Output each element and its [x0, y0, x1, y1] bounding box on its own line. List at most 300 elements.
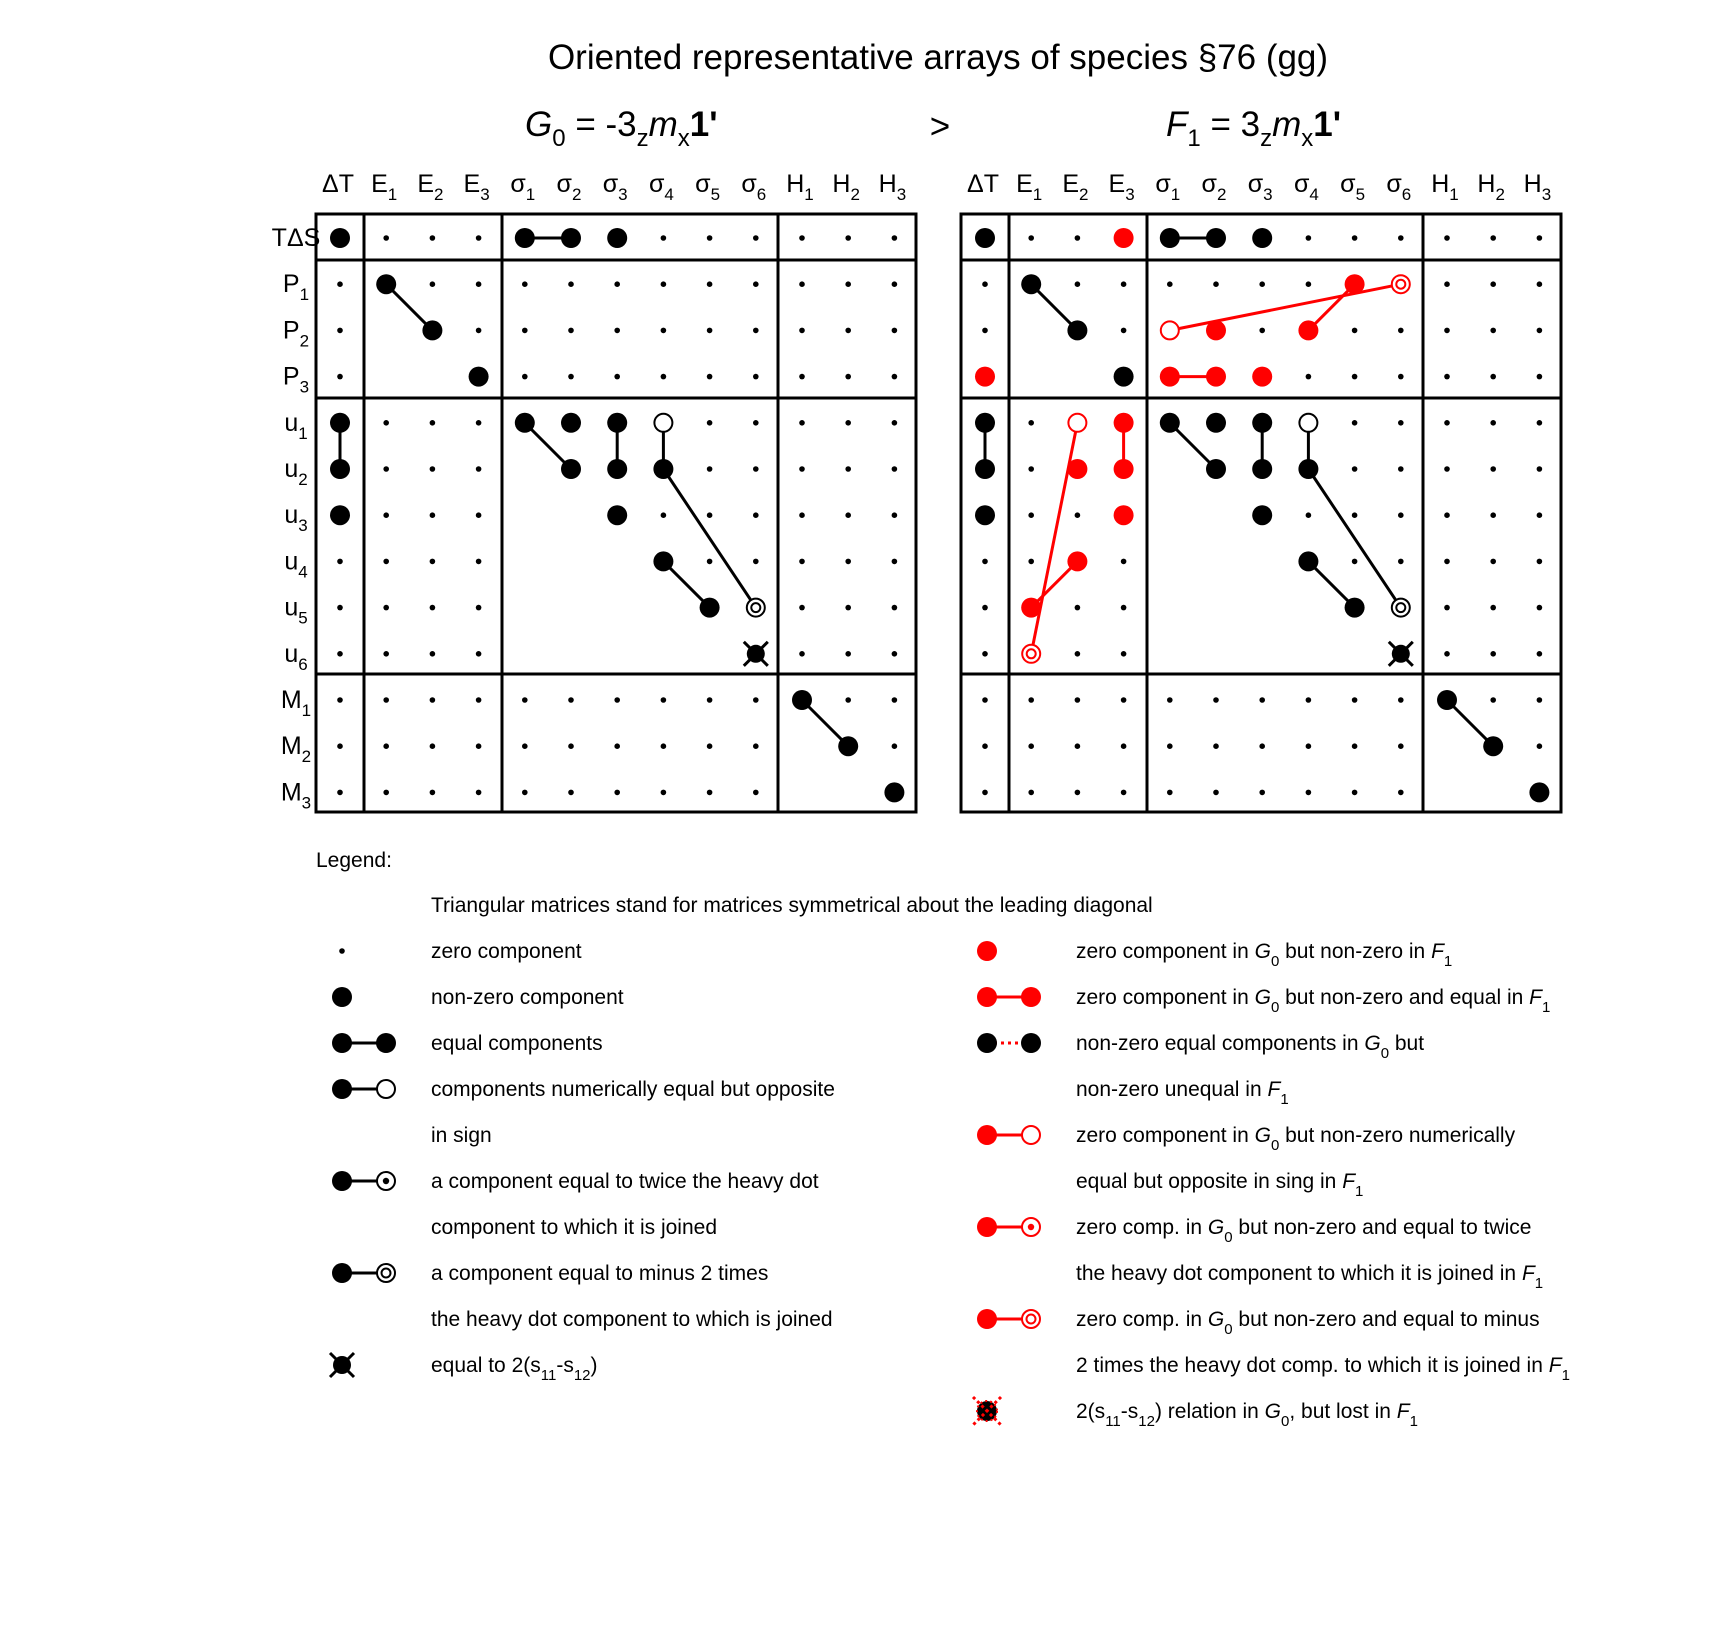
legend-open-dot: [377, 1080, 395, 1098]
zero-dot: [522, 374, 528, 380]
zero-dot: [892, 697, 898, 703]
left-formula-one: 1': [689, 105, 718, 144]
column-header-base: E: [1016, 170, 1033, 198]
zero-dot: [1398, 743, 1404, 749]
zero-dot: [892, 651, 898, 657]
zero-dot: [845, 697, 851, 703]
zero-dot: [1352, 512, 1358, 518]
zero-dot: [1537, 651, 1543, 657]
relation-sign: >: [929, 107, 951, 146]
zero-dot: [707, 697, 713, 703]
legend-text: non-zero component: [431, 986, 624, 1009]
heavy-dot: [975, 459, 995, 479]
zero-dot: [1121, 281, 1127, 287]
column-header: [832, 170, 860, 204]
red-heavy-dot: [1114, 228, 1134, 248]
zero-dot: [476, 559, 482, 565]
zero-dot: [707, 328, 713, 334]
row-header-base: P: [282, 316, 300, 345]
twice-pair-symbol: [332, 1171, 395, 1191]
column-header: [1248, 170, 1273, 204]
column-header: [1524, 170, 1552, 204]
heavy-dot: [469, 367, 489, 387]
zero-dot: [1306, 235, 1312, 241]
legend-heavy-dot: [332, 1171, 352, 1191]
zero-dot: [430, 466, 436, 472]
zero-dot: [614, 790, 620, 796]
zero-dot: [614, 281, 620, 287]
heavy-dot: [838, 736, 858, 756]
row-header: [281, 686, 311, 720]
zero-dot: [476, 605, 482, 611]
zero-dot: [1259, 281, 1265, 287]
heavy-dot: [1483, 736, 1503, 756]
legend-text-part: zero comp. in: [1076, 1308, 1208, 1331]
row-header-base: M: [280, 686, 302, 714]
row-header-base: M: [280, 778, 302, 807]
zero-dot: [568, 697, 574, 703]
column-header-base: ΔT: [967, 170, 999, 198]
heavy-dot: [884, 782, 904, 802]
legend-text-part: zero component in: [1076, 986, 1255, 1009]
column-header-base: σ: [1340, 170, 1356, 198]
zero-dot: [1537, 420, 1543, 426]
column-header: [1386, 170, 1411, 204]
zero-dot: [1352, 790, 1358, 796]
zero-dot: [1490, 374, 1496, 380]
zero-dot: [337, 605, 343, 611]
heavy-dot: [607, 413, 627, 433]
column-header-sub: 5: [710, 185, 721, 204]
column-header-base: E: [1108, 170, 1126, 198]
row-header: [284, 501, 307, 535]
zero-dot: [430, 697, 436, 703]
zero-dot: [476, 743, 482, 749]
heavy-dot: [561, 459, 581, 479]
heavy-dot: [515, 228, 535, 248]
column-header-sub: 1: [525, 185, 536, 204]
zero-dot: [1398, 466, 1404, 472]
legend-text-part: zero component in: [1076, 940, 1255, 963]
zero-dot: [337, 328, 343, 334]
heavy-dot: [653, 459, 673, 479]
column-header-sub: 2: [1216, 185, 1227, 204]
legend-open-dot: [1022, 1126, 1040, 1144]
column-header-sub: 3: [1263, 185, 1273, 204]
heavy-dot: [1160, 413, 1180, 433]
legend-text-part: F: [1267, 1078, 1281, 1101]
heavy-dot: [1252, 228, 1272, 248]
column-header-base: H: [1431, 170, 1450, 198]
zero-dot: [753, 374, 759, 380]
zero-dot: [1259, 790, 1265, 796]
zero-dot: [1028, 235, 1034, 241]
zero-dot: [1167, 743, 1173, 749]
zero-dot: [1537, 466, 1543, 472]
row-header: [272, 224, 321, 252]
zero-dot: [982, 697, 988, 703]
legend-heavy-dot: [1021, 987, 1041, 1007]
heavy-dot: [1160, 228, 1180, 248]
zero-dot: [845, 281, 851, 287]
zero-dot: [1444, 559, 1450, 565]
zero-dot: [661, 743, 667, 749]
row-header-base: TΔS: [271, 224, 321, 252]
column-header-base: σ: [1386, 170, 1402, 198]
svg-text:F1 = 3zmx1': [1166, 105, 1341, 152]
legend-text-part: 1: [1561, 1367, 1570, 1384]
legend-text: [1076, 1354, 1570, 1384]
connector: [663, 469, 755, 608]
column-header-sub: 6: [756, 185, 767, 204]
zero-dot: [799, 281, 805, 287]
zero-dot: [753, 235, 759, 241]
zero-dot: [1075, 605, 1081, 611]
legend-text-part: 1: [1541, 999, 1551, 1016]
zero-dot: [1121, 559, 1127, 565]
open-dot: [1299, 414, 1317, 432]
zero-dot: [337, 559, 343, 565]
legend-text-part: 11: [540, 1367, 557, 1384]
zero-dot: [1398, 512, 1404, 518]
heavy-dot: [1021, 274, 1041, 294]
legend-text-part: F: [1548, 1354, 1562, 1377]
zero-dot: [383, 743, 389, 749]
red-heavy-dot: [1298, 320, 1318, 340]
red-minus-two-pair-symbol: [977, 1309, 1040, 1329]
legend-heavy-dot: [332, 1263, 352, 1283]
column-header-sub: 3: [1541, 185, 1552, 204]
zero-dot: [982, 790, 988, 796]
zero-dot: [1537, 559, 1543, 565]
minus-two-pair-symbol: [332, 1263, 395, 1283]
legend-text: [1076, 1308, 1540, 1338]
row-header: [284, 409, 307, 443]
row-header: [284, 547, 307, 581]
zero-dot: [568, 281, 574, 287]
matrix-G0: [272, 170, 916, 812]
zero-dot: [1028, 790, 1034, 796]
row-header-sub: 3: [301, 793, 312, 813]
double-circle: [747, 599, 765, 617]
zero-dot: [1121, 605, 1127, 611]
zero-dot: [1398, 697, 1404, 703]
left-formula-z: z: [636, 125, 649, 152]
legend-text-part: 12: [1138, 1413, 1155, 1430]
zero-dot: [1490, 328, 1496, 334]
svg-text:G0 = -3zmx1': [525, 105, 718, 152]
zero-dot: [982, 328, 988, 334]
red-heavy-dot: [975, 367, 995, 387]
left-formula-eq: = -3: [565, 105, 637, 144]
zero-dot: [1075, 697, 1081, 703]
red-heavy-dot: [1114, 413, 1134, 433]
legend-center-dot: [1028, 1224, 1034, 1230]
red-heavy-dot: [1067, 551, 1087, 571]
legend-text-part: G: [1254, 1124, 1271, 1147]
column-header: [1294, 170, 1319, 204]
legend-center-dot: [383, 1178, 389, 1184]
zero-dot: [799, 651, 805, 657]
small-dot-symbol: [339, 948, 345, 954]
legend-text-part: 0: [1224, 1321, 1233, 1338]
heavy-dot: [1298, 551, 1318, 571]
zero-dot: [1444, 374, 1450, 380]
legend-text-part: 0: [1224, 1229, 1233, 1246]
zero-dot: [753, 743, 759, 749]
row-header-base: P: [282, 270, 300, 299]
column-header: [1016, 170, 1042, 204]
zero-dot: [799, 512, 805, 518]
column-header-base: σ: [1201, 170, 1217, 198]
zero-dot: [707, 374, 713, 380]
zero-dot: [1075, 790, 1081, 796]
zero-dot: [753, 328, 759, 334]
zero-dot: [476, 328, 482, 334]
legend-text-part: F: [1431, 940, 1444, 963]
zero-dot: [383, 466, 389, 472]
red-twice-pair-symbol: [977, 1217, 1040, 1237]
zero-dot: [1398, 790, 1404, 796]
zero-dot: [1537, 605, 1543, 611]
zero-dot: [337, 790, 343, 796]
row-header: [283, 316, 309, 350]
zero-dot: [337, 281, 343, 287]
connector: [1308, 469, 1400, 608]
row-header: [281, 778, 311, 812]
right-formula-sub: 1: [1187, 125, 1201, 152]
zero-dot: [430, 281, 436, 287]
legend-text-part: 0: [1270, 1137, 1280, 1154]
right-formula-x: x: [1301, 125, 1314, 152]
zero-dot: [430, 651, 436, 657]
column-header-base: E: [371, 170, 388, 198]
row-header-sub: 5: [298, 608, 308, 628]
legend-text: [1076, 1032, 1424, 1062]
zero-dot: [892, 559, 898, 565]
legend-text-part: ): [590, 1354, 598, 1377]
legend-text-part: G: [1207, 1308, 1225, 1331]
zero-dot: [799, 328, 805, 334]
zero-dot: [1444, 466, 1450, 472]
right-formula-z: z: [1260, 125, 1273, 152]
legend-text: zero component: [431, 940, 582, 963]
column-header: [741, 170, 766, 204]
matrices-layer: [272, 170, 1561, 812]
column-header: [967, 170, 999, 198]
zero-dot: [1398, 559, 1404, 565]
zero-dot: [845, 466, 851, 472]
column-header-sub: 5: [1355, 185, 1366, 204]
right-formula-one: 1': [1313, 105, 1342, 144]
zero-dot: [799, 235, 805, 241]
legend-text: [431, 1354, 598, 1384]
column-header-base: σ: [510, 170, 526, 198]
zero-dot: [522, 281, 528, 287]
row-header-sub: 2: [301, 747, 312, 767]
zero-dot: [1398, 374, 1404, 380]
lost-x-symbol: [973, 1397, 1001, 1425]
zero-dot: [1537, 328, 1543, 334]
red-heavy-dot: [1206, 320, 1226, 340]
zero-dot: [476, 420, 482, 426]
row-header: [284, 640, 307, 674]
legend-heavy-dot: [1021, 1033, 1041, 1053]
row-header-sub: 4: [298, 562, 308, 582]
zero-dot: [1444, 512, 1450, 518]
column-header-sub: 2: [434, 185, 444, 204]
heavy-dot: [1252, 413, 1272, 433]
zero-dot: [707, 420, 713, 426]
row-header-base: u: [284, 547, 299, 576]
zero-dot: [845, 651, 851, 657]
zero-dot: [753, 559, 759, 565]
zero-dot: [799, 466, 805, 472]
row-header-base: u: [284, 501, 299, 530]
row-header: [283, 363, 309, 397]
legend-heading: Legend:: [316, 849, 392, 872]
column-header: [1340, 170, 1365, 204]
row-header-sub: 2: [298, 470, 308, 489]
zero-dot: [1213, 790, 1219, 796]
legend-open-dot: [377, 1264, 395, 1282]
red-opposite-pair-symbol: [977, 1125, 1040, 1145]
zero-dot: [476, 281, 482, 287]
zero-dot: [568, 790, 574, 796]
zero-dot: [337, 651, 343, 657]
column-header-base: E: [417, 170, 435, 198]
open-dot: [654, 414, 672, 432]
legend-open-dot: [1022, 1310, 1040, 1328]
special-x-symbol: [330, 1353, 354, 1377]
zero-dot: [1537, 743, 1543, 749]
legend-text-part: 0: [1380, 1045, 1390, 1062]
left-formula-letter: G: [525, 105, 553, 144]
red-equal-pair-symbol: [977, 987, 1041, 1007]
zero-dot: [430, 420, 436, 426]
legend-text-part: zero component in: [1076, 1124, 1255, 1147]
zero-dot: [1213, 281, 1219, 287]
legend-text: [1076, 940, 1452, 970]
legend-text-part: G: [1254, 986, 1271, 1009]
left-formula-sub: 0: [552, 125, 566, 152]
legend-text: equal components: [431, 1032, 603, 1055]
legend-text-part: but: [1389, 1032, 1425, 1055]
zero-dot: [1490, 559, 1496, 565]
legend-text-part: 1: [1409, 1413, 1418, 1430]
heavy-dot: [330, 413, 350, 433]
zero-dot: [753, 790, 759, 796]
legend-text: a component equal to twice the heavy dot: [431, 1170, 819, 1193]
legend-text-part: 0: [1281, 1413, 1290, 1430]
heavy-dot-symbol: [332, 987, 352, 1007]
zero-dot: [476, 512, 482, 518]
zero-dot: [892, 281, 898, 287]
heavy-dot: [1206, 413, 1226, 433]
zero-dot: [614, 697, 620, 703]
red-heavy-dot: [1021, 598, 1041, 618]
dotted-pair-symbol: [977, 1033, 1041, 1053]
red-dot-symbol: [977, 941, 997, 961]
row-header: [281, 732, 311, 766]
legend-note: Triangular matrices stand for matrices symmetrical about the leading diagonal: [431, 894, 1153, 917]
left-formula-x: x: [677, 125, 690, 152]
zero-dot: [476, 697, 482, 703]
legend-text-part: 2(s: [1076, 1400, 1106, 1423]
zero-dot: [707, 790, 713, 796]
zero-dot: [383, 420, 389, 426]
zero-dot: [476, 790, 482, 796]
zero-dot: [982, 605, 988, 611]
column-header: [371, 170, 397, 204]
zero-dot: [1306, 281, 1312, 287]
zero-dot: [845, 605, 851, 611]
zero-dot: [1537, 281, 1543, 287]
column-header-sub: 2: [1079, 185, 1089, 204]
opposite-pair-symbol: [332, 1079, 395, 1099]
legend-text-part: equal but opposite in sing in: [1076, 1170, 1343, 1193]
red-double-circle: [1022, 645, 1040, 663]
zero-dot: [568, 743, 574, 749]
zero-dot: [1490, 235, 1496, 241]
row-header: [284, 594, 307, 628]
zero-dot: [1121, 790, 1127, 796]
zero-dot: [430, 790, 436, 796]
zero-dot: [1167, 697, 1173, 703]
column-header: [786, 170, 814, 204]
column-header-base: σ: [602, 170, 619, 198]
red-heavy-dot: [1067, 459, 1087, 479]
column-header-base: H: [786, 170, 805, 198]
zero-dot: [1537, 697, 1543, 703]
column-header-base: E: [463, 170, 481, 198]
legend-text: a component equal to minus 2 times: [431, 1262, 769, 1285]
matrix-F1: [961, 170, 1561, 812]
zero-dot: [337, 743, 343, 749]
zero-dot: [1259, 328, 1265, 334]
legend-text-part: zero comp. in: [1076, 1216, 1208, 1239]
zero-dot: [1352, 328, 1358, 334]
zero-dot: [1306, 743, 1312, 749]
zero-dot: [753, 697, 759, 703]
row-header-sub: 2: [299, 331, 310, 351]
zero-dot: [522, 743, 528, 749]
zero-dot: [845, 559, 851, 565]
red-open-dot: [1068, 414, 1086, 432]
red-double-circle: [1392, 275, 1410, 293]
zero-dot: [1167, 790, 1173, 796]
legend-heavy-dot: [977, 987, 997, 1007]
red-heavy-dot: [1160, 367, 1180, 387]
column-header-base: σ: [1247, 170, 1264, 198]
zero-dot: [476, 235, 482, 241]
zero-dot: [753, 420, 759, 426]
row-header-base: u: [284, 408, 299, 437]
legend-heavy-dot: [332, 1033, 352, 1053]
column-header-sub: 1: [804, 185, 814, 204]
legend-text-part: F: [1342, 1170, 1356, 1193]
heavy-dot: [1252, 505, 1272, 525]
heavy-dot: [1529, 782, 1549, 802]
zero-dot: [1537, 374, 1543, 380]
zero-dot: [707, 235, 713, 241]
zero-dot: [383, 651, 389, 657]
red-heavy-dot: [1345, 274, 1365, 294]
legend-text: [1076, 1124, 1516, 1154]
red-connector: [1170, 284, 1401, 330]
zero-dot: [1444, 235, 1450, 241]
heavy-dot: [700, 598, 720, 618]
